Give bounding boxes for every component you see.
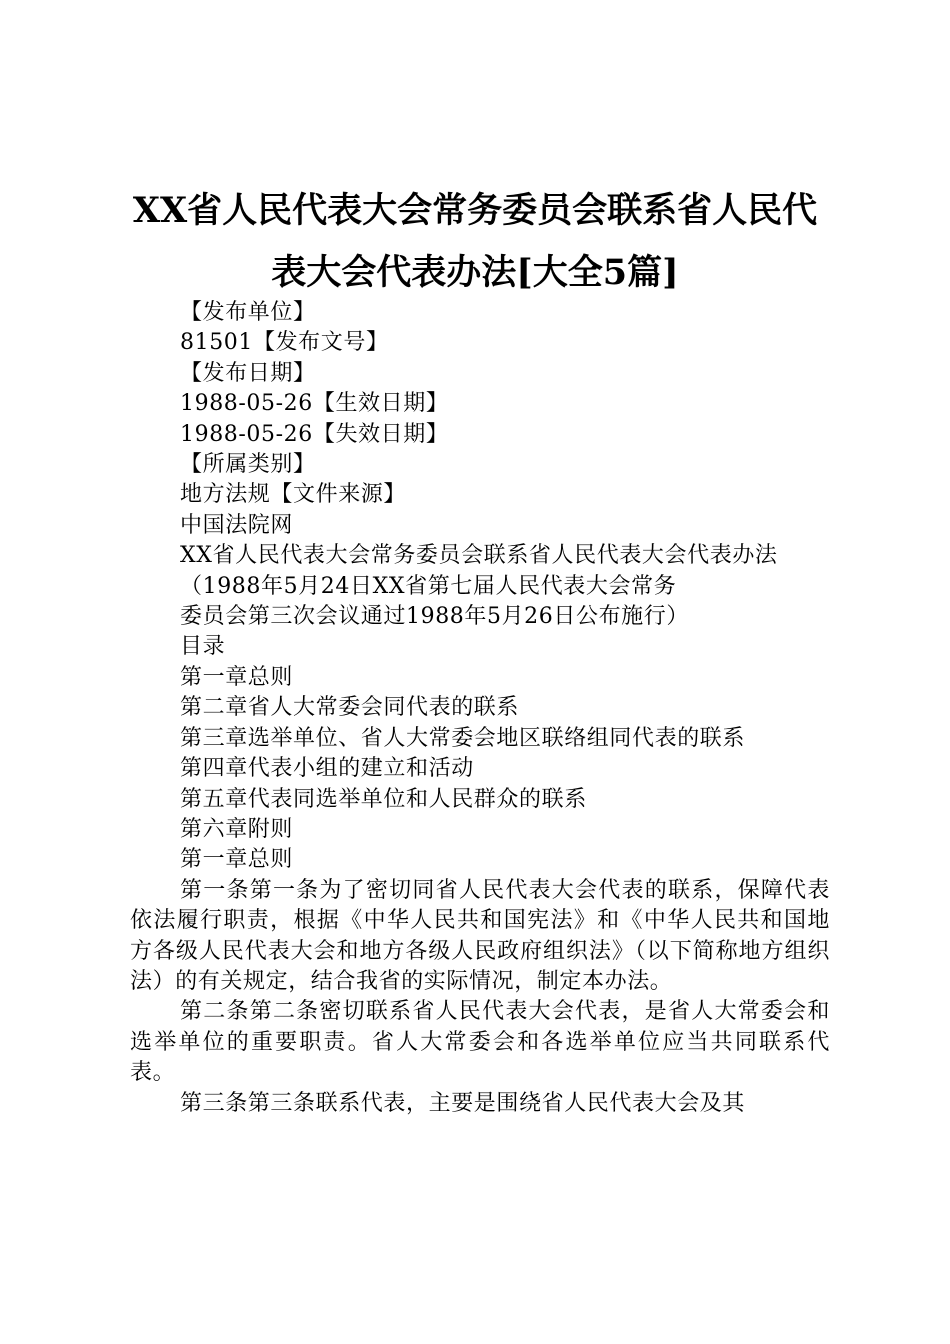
meta-source-value: 中国法院网 — [180, 512, 294, 538]
meta-publisher: 【发布单位】 — [180, 300, 316, 325]
article-3: 第三条第三条联系代表，主要是围绕省人民代表大会及其 — [180, 1090, 746, 1116]
toc-heading: 目录 — [180, 634, 226, 660]
article-1: 第一条第一条为了密切同省人民代表大会代表的联系，保障代表依法履行职责，根据《中华人民共和国宪法》和《中华人民共和国地方各级人民代表大会和地方各级人民政府组织法》（以下简称地方组织法）的有关规定，结合我省的实际情况，制定本办法。 — [130, 877, 830, 994]
toc-item: 第一章总则 — [180, 664, 294, 690]
title-line-2: 表大会代表办法[大全5篇] — [271, 252, 679, 293]
toc-item: 第二章省人大常委会同代表的联系 — [180, 695, 520, 721]
meta-doc-number: 81501【发布文号】 — [180, 330, 389, 356]
adoption-note-line-1: （1988年5月24日XX省第七届人民代表大会常务 — [180, 573, 677, 599]
toc-item: 第六章附则 — [180, 816, 294, 842]
law-title: XX省人民代表大会常务委员会联系省人民代表大会代表办法 — [180, 543, 778, 569]
meta-category: 【所属类别】 — [180, 452, 316, 478]
chapter-1-heading: 第一章总则 — [180, 847, 294, 873]
document-body — [130, 298, 830, 1119]
meta-publish-date: 【发布日期】 — [180, 360, 316, 386]
toc-item: 第四章代表小组的建立和活动 — [180, 756, 474, 782]
toc-item: 第五章代表同选举单位和人民群众的联系 — [180, 786, 587, 812]
adoption-note-line-2: 委员会第三次会议通过1988年5月26日公布施行） — [180, 604, 689, 630]
meta-source: 地方法规【文件来源】 — [180, 482, 407, 508]
document-title — [100, 180, 850, 304]
title-line-1: XX省人民代表大会常务委员会联系省人民代 — [132, 190, 818, 231]
article-2: 第二条第二条密切联系省人民代表大会代表，是省人大常委会和选举单位的重要职责。省人大常委会和各选举单位应当共同联系代表。 — [130, 999, 830, 1086]
meta-expiry-date: 1988-05-26【失效日期】 — [180, 421, 449, 447]
meta-effective-date: 1988-05-26【生效日期】 — [180, 391, 449, 417]
toc-item: 第三章选举单位、省人大常委会地区联络组同代表的联系 — [180, 725, 746, 751]
